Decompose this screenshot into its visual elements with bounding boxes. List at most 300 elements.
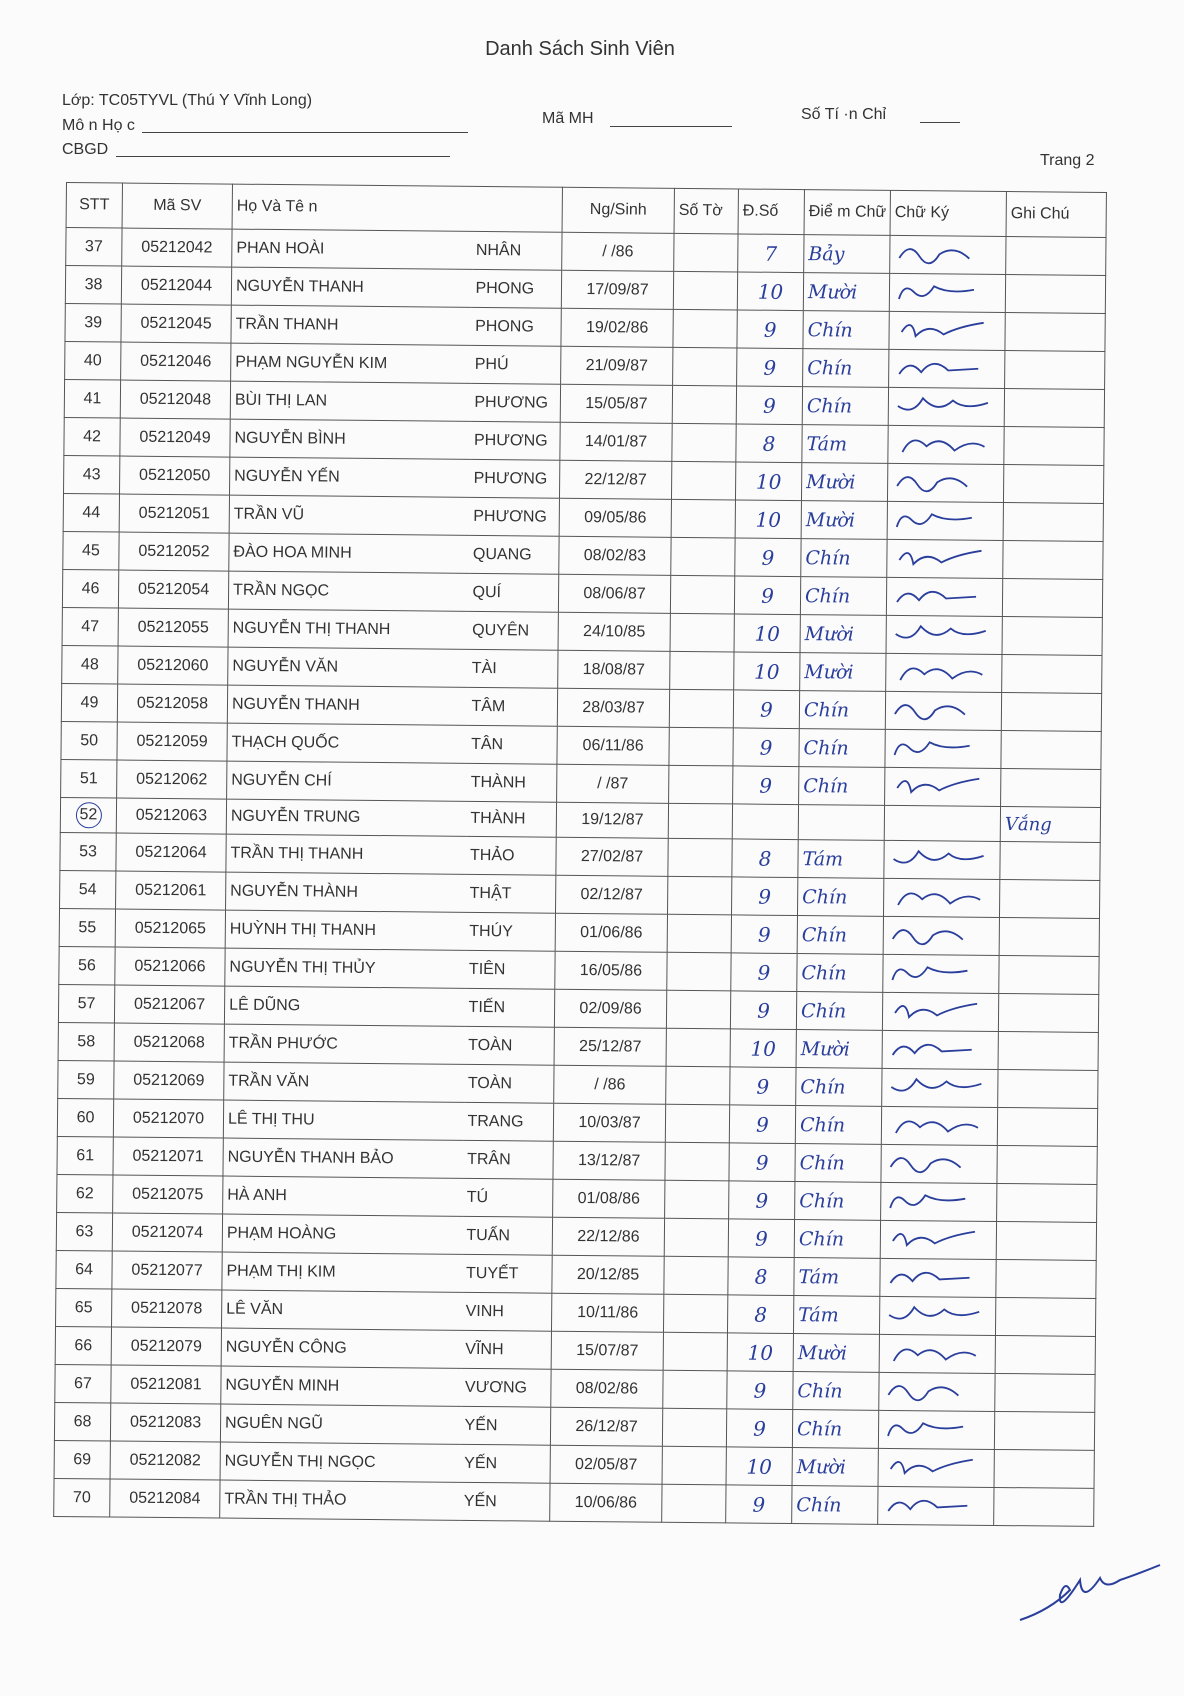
row-note xyxy=(1003,465,1103,504)
row-score-words: Mười xyxy=(792,1448,878,1487)
row-sheet-count xyxy=(666,1028,730,1067)
row-given-name: TOÀN xyxy=(464,1064,554,1103)
row-score-words: Chín xyxy=(798,878,884,917)
row-score-number: 9 xyxy=(729,1181,795,1220)
row-student-id: 05212082 xyxy=(110,1441,220,1480)
row-score-number: 9 xyxy=(729,1143,795,1182)
row-family-name: NGUYỄN THANH BẢO xyxy=(223,1138,463,1178)
handwritten-signature xyxy=(889,730,999,763)
row-signature xyxy=(878,1448,994,1487)
row-given-name: QUANG xyxy=(469,535,559,574)
row-birthdate: 01/06/86 xyxy=(555,913,667,952)
row-birthdate: 15/07/87 xyxy=(551,1331,663,1370)
row-score-number: 10 xyxy=(734,614,800,653)
row-note xyxy=(999,917,1099,956)
row-family-name: TRẦN NGỌC xyxy=(228,571,468,611)
row-given-name: PHƯƠNG xyxy=(469,497,559,536)
row-given-name: THẬT xyxy=(466,874,556,913)
row-stt: 67 xyxy=(55,1364,111,1403)
row-student-id: 05212081 xyxy=(111,1365,221,1404)
row-family-name: NGUYỄN YẾN xyxy=(230,457,470,497)
row-given-name: TIẾN xyxy=(464,988,554,1027)
row-stt: 50 xyxy=(61,721,117,760)
lecturer-fill-line xyxy=(116,156,450,157)
row-student-id: 05212063 xyxy=(116,798,226,834)
col-header-score-words: Điể m Chữ xyxy=(804,190,890,236)
row-score-number: 7 xyxy=(738,234,804,273)
row-birthdate: 19/12/87 xyxy=(556,802,668,838)
credits-fill-line xyxy=(920,122,960,123)
row-birthdate: 25/12/87 xyxy=(554,1027,666,1066)
row-score-words: Mười xyxy=(801,463,887,502)
handwritten-signature xyxy=(888,917,998,950)
row-birthdate: 15/05/87 xyxy=(560,384,672,423)
row-signature xyxy=(882,1068,998,1107)
row-score-words: Chín xyxy=(799,729,885,768)
row-score-number: 9 xyxy=(731,915,797,954)
row-given-name: TRÂN xyxy=(463,1140,553,1179)
student-roster-table xyxy=(53,182,1107,1527)
row-signature xyxy=(888,387,1004,426)
row-note xyxy=(997,1107,1097,1146)
row-score-number: 9 xyxy=(734,576,800,615)
row-score-words: Mười xyxy=(800,615,886,654)
row-given-name: QUYÊN xyxy=(468,611,558,650)
row-stt: 55 xyxy=(59,908,115,947)
row-birthdate: 08/06/87 xyxy=(558,574,670,613)
row-signature xyxy=(884,840,1000,879)
row-stt: 59 xyxy=(58,1060,114,1099)
row-score-words: Chín xyxy=(795,1144,881,1183)
row-note xyxy=(998,1031,1098,1070)
row-signature xyxy=(879,1296,995,1335)
row-sheet-count xyxy=(665,1180,729,1219)
row-family-name: NGUÊN NGŨ xyxy=(220,1404,460,1444)
row-birthdate: 18/08/87 xyxy=(558,650,670,689)
row-note xyxy=(1005,275,1105,314)
row-birthdate: 09/05/86 xyxy=(559,498,671,537)
row-note xyxy=(996,1259,1096,1298)
row-score-words: Chín xyxy=(792,1410,878,1449)
row-score-words: Chín xyxy=(799,691,885,730)
row-sheet-count xyxy=(670,575,734,614)
handwritten-signature xyxy=(887,955,997,988)
handwritten-signature xyxy=(891,578,1001,611)
row-stt: 44 xyxy=(63,493,119,532)
row-family-name: NGUYỄN TRUNG xyxy=(226,799,466,836)
row-score-number: 9 xyxy=(730,1067,796,1106)
row-score-words: Chín xyxy=(800,577,886,616)
row-score-number: 9 xyxy=(728,1219,794,1258)
row-note xyxy=(1002,579,1102,618)
row-score-number: 9 xyxy=(726,1409,792,1448)
row-stt: 47 xyxy=(62,607,118,646)
row-score-words: Chín xyxy=(795,1106,881,1145)
handwritten-signature xyxy=(885,1221,995,1254)
row-student-id: 05212055 xyxy=(118,608,228,647)
row-stt: 45 xyxy=(63,531,119,570)
row-student-id: 05212075 xyxy=(113,1175,223,1214)
row-score-number: 9 xyxy=(730,991,796,1030)
row-stt: 61 xyxy=(57,1136,113,1175)
row-sheet-count xyxy=(664,1218,728,1257)
row-score-words xyxy=(798,805,884,841)
row-score-words: Chín xyxy=(794,1220,880,1259)
row-given-name: PHONG xyxy=(471,269,561,308)
row-student-id: 05212064 xyxy=(116,833,226,872)
row-score-number: 9 xyxy=(736,386,802,425)
row-family-name: NGUYỄN THANH xyxy=(227,685,467,725)
row-student-id: 05212060 xyxy=(118,646,228,685)
row-student-id: 05212045 xyxy=(121,304,231,343)
row-score-words: Chín xyxy=(803,311,889,350)
row-sheet-count xyxy=(664,1294,728,1333)
row-birthdate: / /86 xyxy=(554,1065,666,1104)
row-family-name: NGUYỄN CHÍ xyxy=(227,761,467,801)
col-header-signature: Chữ Ký xyxy=(890,190,1006,236)
row-signature xyxy=(889,349,1005,388)
row-note xyxy=(999,955,1099,994)
row-note xyxy=(998,1069,1098,1108)
row-signature xyxy=(885,691,1001,730)
row-stt: 53 xyxy=(60,832,116,871)
row-student-id: 05212083 xyxy=(110,1403,220,1442)
handwritten-signature xyxy=(883,1449,993,1482)
row-student-id: 05212062 xyxy=(117,760,227,799)
row-birthdate: 20/12/85 xyxy=(552,1255,664,1294)
row-given-name: THÀNH xyxy=(467,763,557,802)
handwritten-signature xyxy=(893,312,1003,345)
row-birthdate: 08/02/86 xyxy=(551,1369,663,1408)
row-birthdate: 28/03/87 xyxy=(557,688,669,727)
row-birthdate: 02/09/86 xyxy=(554,989,666,1028)
row-birthdate: / /86 xyxy=(562,232,674,271)
row-score-number: 8 xyxy=(732,839,798,878)
row-given-name: TÂM xyxy=(467,687,557,726)
row-score-words: Chín xyxy=(792,1486,878,1525)
row-student-id: 05212050 xyxy=(120,456,230,495)
row-sheet-count xyxy=(668,838,732,877)
row-note xyxy=(999,879,1099,918)
row-stt: 58 xyxy=(58,1022,114,1061)
row-family-name: TRẦN THỊ THẢO xyxy=(220,1480,460,1520)
row-note xyxy=(996,1221,1096,1260)
row-student-id: 05212048 xyxy=(120,380,230,419)
row-score-number: 10 xyxy=(727,1333,793,1372)
row-signature xyxy=(880,1220,996,1259)
row-given-name: VINH xyxy=(461,1292,551,1331)
row-signature xyxy=(887,463,1003,502)
row-sheet-count xyxy=(662,1446,726,1485)
row-family-name: TRẦN THANH xyxy=(231,305,471,345)
row-birthdate: 17/09/87 xyxy=(561,270,673,309)
handwritten-signature xyxy=(894,274,1004,307)
row-student-id: 05212049 xyxy=(120,418,230,457)
row-student-id: 05212084 xyxy=(110,1479,220,1518)
handwritten-signature xyxy=(889,768,999,801)
row-student-id: 05212061 xyxy=(116,871,226,910)
row-score-number: 9 xyxy=(731,953,797,992)
row-student-id: 05212054 xyxy=(118,570,228,609)
row-score-number: 9 xyxy=(726,1485,792,1524)
row-birthdate: 27/02/87 xyxy=(556,837,668,876)
row-note xyxy=(995,1373,1095,1412)
row-student-id: 05212074 xyxy=(112,1213,222,1252)
row-sheet-count xyxy=(668,876,732,915)
row-score-number: 9 xyxy=(737,310,803,349)
row-student-id: 05212044 xyxy=(121,266,231,305)
row-student-id: 05212070 xyxy=(113,1099,223,1138)
row-family-name: PHẠM THỊ KIM xyxy=(222,1252,462,1292)
row-birthdate: 24/10/85 xyxy=(558,612,670,651)
row-sheet-count xyxy=(662,1408,726,1447)
handwritten-signature xyxy=(891,616,1001,649)
lecturer-label: CBGD xyxy=(62,141,109,158)
row-score-words: Chín xyxy=(803,349,889,388)
row-family-name: NGUYỄN THỊ THỦY xyxy=(225,948,465,988)
row-signature xyxy=(882,992,998,1031)
row-signature xyxy=(884,805,1000,841)
row-score-words: Mười xyxy=(803,273,889,312)
teacher-signature xyxy=(1010,1550,1170,1640)
row-student-id: 05212069 xyxy=(114,1061,224,1100)
row-student-id: 05212046 xyxy=(121,342,231,381)
row-sheet-count xyxy=(665,1104,729,1143)
row-stt xyxy=(60,797,116,833)
row-student-id: 05212078 xyxy=(112,1289,222,1328)
row-signature xyxy=(886,577,1002,616)
row-signature xyxy=(887,539,1003,578)
row-signature xyxy=(887,501,1003,540)
row-stt: 39 xyxy=(65,303,121,342)
row-stt: 64 xyxy=(56,1250,112,1289)
handwritten-signature xyxy=(892,502,1002,535)
row-student-id: 05212051 xyxy=(119,494,229,533)
row-score-number: 8 xyxy=(728,1257,794,1296)
handwritten-signature xyxy=(892,464,1002,497)
row-sheet-count xyxy=(674,233,738,272)
row-score-number: 9 xyxy=(733,690,799,729)
handwritten-signature xyxy=(882,1487,992,1520)
row-score-number: 9 xyxy=(733,766,799,805)
row-note xyxy=(1001,769,1101,808)
row-sheet-count xyxy=(671,537,735,576)
row-given-name: QUÍ xyxy=(468,573,558,612)
row-sheet-count xyxy=(666,1066,730,1105)
handwritten-signature xyxy=(886,1107,996,1140)
row-score-number: 10 xyxy=(730,1029,796,1068)
row-birthdate: 10/03/87 xyxy=(553,1103,665,1142)
row-signature xyxy=(884,878,1000,917)
row-score-words: Chín xyxy=(801,539,887,578)
row-birthdate: / /87 xyxy=(557,764,669,803)
subject-code-fill-line xyxy=(610,126,732,127)
row-note xyxy=(1001,693,1101,732)
row-score-words: Chín xyxy=(793,1372,879,1411)
handwritten-signature xyxy=(893,350,1003,383)
row-given-name: THÚY xyxy=(465,912,555,951)
handwritten-signature xyxy=(884,1335,994,1368)
col-header-sheet-count: Số Tờ xyxy=(674,188,738,234)
subject-code-label: Mã MH xyxy=(542,110,594,127)
row-family-name: PHAN HOÀI xyxy=(232,229,472,269)
row-given-name: PHONG xyxy=(471,307,561,346)
row-score-words: Tám xyxy=(793,1296,879,1335)
handwritten-signature xyxy=(887,993,997,1026)
row-score-words: Tám xyxy=(794,1258,880,1297)
row-score-words: Chín xyxy=(802,387,888,426)
row-score-words: Chín xyxy=(796,1068,882,1107)
row-given-name: TUẤN xyxy=(462,1216,552,1255)
row-given-name: YẾN xyxy=(460,1406,550,1445)
row-family-name: TRẦN THỊ THANH xyxy=(226,834,466,874)
handwritten-signature xyxy=(890,654,1000,687)
handwritten-signature xyxy=(888,841,998,874)
row-note xyxy=(1000,841,1100,880)
row-given-name: PHÚ xyxy=(471,345,561,384)
row-student-id: 05212052 xyxy=(119,532,229,571)
row-birthdate: 21/09/87 xyxy=(561,346,673,385)
row-score-words: Mười xyxy=(801,501,887,540)
row-birthdate: 16/05/86 xyxy=(555,951,667,990)
row-given-name: TÚ xyxy=(463,1178,553,1217)
row-family-name: THẠCH QUỐC xyxy=(227,723,467,763)
row-score-number: 8 xyxy=(736,424,802,463)
row-note xyxy=(998,993,1098,1032)
row-signature xyxy=(890,235,1006,274)
handwritten-signature xyxy=(886,1145,996,1178)
row-note xyxy=(1002,617,1102,656)
row-sheet-count xyxy=(663,1332,727,1371)
credits-label: Số Tí ·n Chỉ xyxy=(801,106,887,123)
row-given-name: YẾN xyxy=(460,1444,550,1483)
row-sheet-count xyxy=(671,499,735,538)
col-header-full-name: Họ Và Tê n xyxy=(232,184,562,232)
row-stt: 69 xyxy=(54,1440,110,1479)
row-family-name: BÙI THỊ LAN xyxy=(230,381,470,421)
row-family-name: LÊ THỊ THU xyxy=(223,1100,463,1140)
row-family-name: NGUYỄN CÔNG xyxy=(221,1328,461,1368)
row-birthdate: 08/02/83 xyxy=(559,536,671,575)
subject-label: Mô n Họ c xyxy=(62,117,135,134)
row-stt: 42 xyxy=(64,417,120,456)
row-score-words: Chín xyxy=(797,954,883,993)
row-family-name: NGUYỄN BÌNH xyxy=(230,419,470,459)
row-sheet-count xyxy=(664,1256,728,1295)
row-signature xyxy=(886,615,1002,654)
row-stt: 63 xyxy=(56,1212,112,1251)
row-given-name: TIÊN xyxy=(465,950,555,989)
row-family-name: HÀ ANH xyxy=(223,1176,463,1216)
row-note xyxy=(1001,731,1101,770)
row-sheet-count xyxy=(665,1142,729,1181)
class-value: TC05TYVL (Thú Y Vĩnh Long) xyxy=(98,92,313,109)
row-score-words: Mười xyxy=(796,1030,882,1069)
table-body xyxy=(54,228,1106,1527)
row-score-number xyxy=(732,804,798,840)
row-score-number: 9 xyxy=(733,728,799,767)
col-header-score-number: Đ.Số xyxy=(738,189,804,235)
row-stt: 54 xyxy=(60,870,116,909)
row-signature xyxy=(878,1410,994,1449)
row-sheet-count xyxy=(671,461,735,500)
row-given-name: YẾN xyxy=(460,1482,550,1521)
row-stt: 49 xyxy=(61,683,117,722)
row-score-number: 9 xyxy=(727,1371,793,1410)
row-given-name: TÀI xyxy=(468,649,558,688)
page-number: Trang 2 xyxy=(1040,152,1095,169)
row-score-words: Chín xyxy=(795,1182,881,1221)
row-score-words: Bảy xyxy=(804,235,890,274)
handwritten-signature xyxy=(891,540,1001,573)
row-family-name: NGUYỄN THÀNH xyxy=(226,872,466,912)
row-student-id: 05212065 xyxy=(115,909,225,948)
row-stt: 37 xyxy=(66,228,122,267)
row-signature xyxy=(879,1372,995,1411)
row-score-number: 10 xyxy=(726,1447,792,1486)
col-header-student-id: Mã SV xyxy=(122,183,232,229)
col-header-notes: Ghi Chú xyxy=(1006,192,1106,238)
row-signature xyxy=(885,729,1001,768)
row-score-words: Chín xyxy=(796,992,882,1031)
handwritten-signature xyxy=(894,236,1004,269)
row-note xyxy=(1004,427,1104,466)
row-note xyxy=(994,1449,1094,1488)
row-signature xyxy=(888,425,1004,464)
row-signature xyxy=(889,311,1005,350)
row-student-id: 05212059 xyxy=(117,722,227,761)
row-stt: 43 xyxy=(64,455,120,494)
row-family-name: PHẠM NGUYỄN KIM xyxy=(231,343,471,383)
row-stt: 51 xyxy=(61,759,117,798)
row-signature xyxy=(883,954,999,993)
row-student-id: 05212067 xyxy=(114,985,224,1024)
row-score-number: 9 xyxy=(737,348,803,387)
row-sheet-count xyxy=(669,765,733,804)
row-signature xyxy=(886,653,1002,692)
row-sheet-count xyxy=(673,347,737,386)
row-birthdate: 02/12/87 xyxy=(556,875,668,914)
row-score-words: Tám xyxy=(798,840,884,879)
subject-fill-line xyxy=(142,132,468,133)
row-given-name: PHƯƠNG xyxy=(470,383,560,422)
row-birthdate: 10/06/86 xyxy=(550,1483,662,1522)
row-signature xyxy=(882,1030,998,1069)
row-score-number: 10 xyxy=(735,462,801,501)
row-score-words: Mười xyxy=(793,1334,879,1373)
row-given-name: PHƯƠNG xyxy=(469,459,559,498)
row-note xyxy=(995,1297,1095,1336)
row-sheet-count xyxy=(673,309,737,348)
row-family-name: NGUYỄN THANH xyxy=(231,267,471,307)
row-score-words: Tám xyxy=(802,425,888,464)
col-header-birthdate: Ng/Sinh xyxy=(562,187,674,233)
handwritten-signature xyxy=(892,426,1002,459)
row-note xyxy=(1003,503,1103,542)
row-stt: 66 xyxy=(55,1326,111,1365)
page-title: Danh Sách Sinh Viên xyxy=(485,38,675,60)
row-student-id: 05212042 xyxy=(122,228,232,267)
class-info xyxy=(62,92,312,110)
row-birthdate: 01/08/86 xyxy=(553,1179,665,1218)
row-sheet-count xyxy=(666,990,730,1029)
row-family-name: NGUYỄN VĂN xyxy=(228,647,468,687)
row-given-name: TRANG xyxy=(463,1102,553,1141)
row-signature xyxy=(889,273,1005,312)
class-label: Lớp: xyxy=(62,92,95,109)
row-signature xyxy=(883,916,999,955)
row-given-name: THẢO xyxy=(466,836,556,875)
